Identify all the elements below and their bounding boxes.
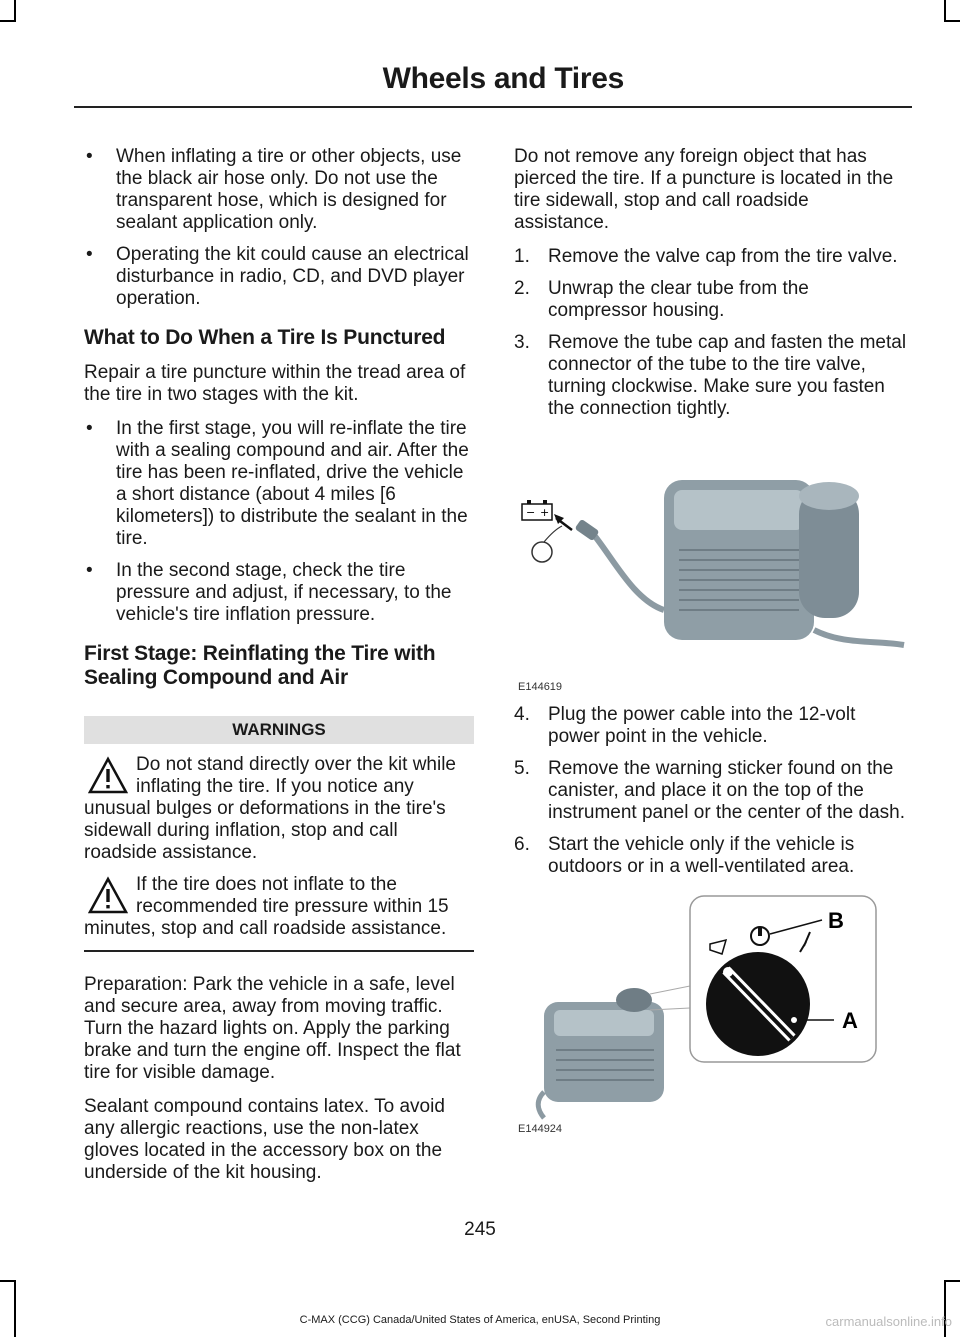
paragraph: Do not remove any foreign object that has pierced the tire. If a puncture is located in the tire sidewall, stop and call roadside assistance.: [514, 146, 894, 233]
step-number: 3.: [514, 332, 530, 353]
watermark: carmanualsonline.info: [825, 1314, 952, 1329]
bullet-icon: •: [86, 560, 93, 581]
right-column: [514, 146, 908, 1135]
bullet-icon: •: [86, 244, 93, 265]
bullet-text: Operating the kit could cause an electrical disturbance in radio, CD, and DVD player operation.: [116, 244, 469, 309]
list-item: [84, 244, 474, 310]
step-text: Remove the valve cap from the tire valve.: [548, 246, 898, 267]
figure-code: E144619: [518, 681, 563, 693]
crop-mark: [14, 0, 16, 22]
warning-triangle-icon: [88, 756, 128, 796]
battery-minus: −: [526, 506, 536, 519]
label-a: A: [842, 1008, 858, 1033]
paragraph: Preparation: Park the vehicle in a safe, level and secure area, away from moving traffic. Turn the hazard lights on. Apply the parking brake and turn the engine off. Inspect the flat tire for visible damage.: [84, 974, 461, 1083]
crop-mark: [0, 1280, 16, 1282]
step-number: 5.: [514, 758, 530, 779]
warning-text: Do not stand directly over the kit while inflating the tire. If you notice any unusual bulges or deformations in the tire's sidewall during inflation, stop and call roadside assistance.: [84, 754, 456, 863]
step-item: [514, 834, 908, 878]
section-heading: First Stage: Reinflating the Tire with Sealing Compound and Air: [84, 642, 436, 689]
warning-item: [84, 874, 474, 940]
section-heading: What to Do When a Tire Is Punctured: [84, 326, 446, 349]
header-divider: [74, 106, 912, 108]
crop-mark: [0, 20, 16, 22]
list-item: [84, 146, 474, 234]
battery-plus: +: [540, 506, 550, 519]
step-item: [514, 278, 908, 322]
bullet-icon: •: [86, 418, 93, 439]
step-item: [514, 246, 908, 268]
crop-mark: [944, 1280, 960, 1282]
warning-triangle-icon: [88, 876, 128, 916]
crop-mark: [944, 0, 946, 22]
step-text: Start the vehicle only if the vehicle is outdoors or in a well-ventilated area.: [548, 834, 855, 877]
page-title: Wheels and Tires: [382, 62, 624, 95]
warnings-header: WARNINGS: [84, 716, 474, 744]
label-b: B: [828, 908, 844, 933]
step-item: [514, 758, 908, 824]
selector-knob-figure: [514, 892, 908, 1135]
paragraph: Repair a tire puncture within the tread area of the tire in two stages with the kit.: [84, 362, 466, 405]
selector-knob-illustration: [514, 892, 908, 1120]
step-text: Remove the warning sticker found on the canister, and place it on the top of the instrument panel or the center of the dash.: [548, 758, 905, 823]
step-number: 2.: [514, 278, 530, 299]
step-number: 6.: [514, 834, 530, 855]
bullet-text: In the second stage, check the tire pressure and adjust, if necessary, to the vehicle's tire inflation pressure.: [116, 560, 452, 625]
warnings-divider: [84, 950, 474, 952]
step-item: [514, 704, 908, 748]
step-number: 1.: [514, 246, 530, 267]
step-text: Unwrap the clear tube from the compressor housing.: [548, 278, 809, 321]
warning-item: [84, 754, 474, 864]
step-text: Plug the power cable into the 12-volt power point in the vehicle.: [548, 704, 856, 747]
bullet-text: In the first stage, you will re-inflate the tire with a sealing compound and air. After the tire has been re-inflated, drive the vehicle a short distance (about 4 miles [6 kilometers]) to distribute the sealant in the tire.: [116, 418, 469, 549]
step-text: Remove the tube cap and fasten the metal connector of the tube to the tire valve, turning clockwise. Make sure you fasten the connection tightly.: [548, 332, 907, 419]
footer-text: C-MAX (CCG) Canada/United States of America, enUSA, Second Printing: [299, 1314, 661, 1326]
warning-text: If the tire does not inflate to the recommended tire pressure within 15 minutes, stop and call roadside assistance.: [84, 874, 449, 939]
step-item: [514, 332, 908, 420]
compressor-hose-figure: [514, 460, 908, 692]
bullet-icon: •: [86, 146, 93, 167]
list-item: [84, 560, 474, 626]
paragraph: Sealant compound contains latex. To avoid any allergic reactions, use the non-latex gloves located in the accessory box on the underside of the kit housing.: [84, 1096, 445, 1183]
crop-mark: [14, 1280, 16, 1337]
compressor-illustration: [514, 460, 908, 670]
bullet-text: When inflating a tire or other objects, use the black air hose only. Do not use the transparent hose, which is designed for sealant application only.: [116, 146, 462, 233]
left-column: [84, 146, 474, 1196]
list-item: [84, 418, 474, 550]
figure-code: E144924: [518, 1123, 563, 1135]
page-number: 245: [464, 1219, 496, 1240]
step-number: 4.: [514, 704, 530, 725]
crop-mark: [944, 20, 960, 22]
